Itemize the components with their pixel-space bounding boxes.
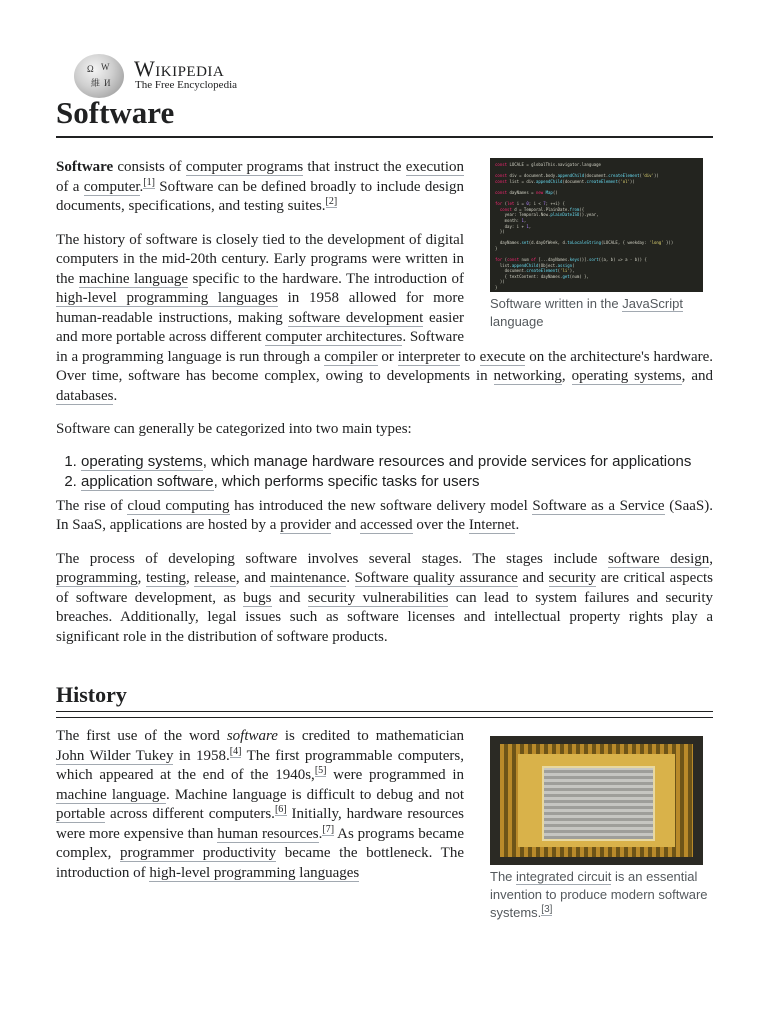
reference-link[interactable]: [3] — [541, 903, 553, 915]
chip-caption: The integrated circuit is an essential invention to produce modern software systems.[3] — [490, 869, 708, 920]
link-execute[interactable]: execute — [479, 348, 526, 365]
reference-link[interactable]: [7] — [322, 823, 335, 835]
caption-text: language — [490, 314, 544, 329]
link-software-design[interactable]: software design — [607, 550, 710, 567]
link-high-level-languages[interactable]: high-level programming languages — [56, 290, 278, 306]
javascript-link[interactable]: JavaScript — [622, 296, 683, 311]
wikipedia-wordmark: Wikipedia — [134, 56, 225, 81]
intro-paragraph-3: Software can generally be categorized into two main types: — [56, 421, 412, 437]
intro-paragraph-4: The rise of cloud computing has introduced the new software delivery model Software as a Service (SaaS). In SaaS, applications are hosted by a provider and accessed over the Internet. — [56, 497, 713, 533]
section-heading-history: History — [56, 682, 127, 707]
link-integrated-circuit[interactable]: integrated circuit — [516, 869, 612, 884]
italic-term: software — [226, 728, 278, 744]
link-security-vulnerabilities[interactable]: security vulnerabilities — [307, 589, 449, 606]
link-programming[interactable]: programming — [56, 570, 138, 586]
reference-link[interactable]: [4] — [229, 745, 242, 757]
intro-section — [56, 158, 713, 647]
link-provider[interactable]: provider — [280, 517, 331, 533]
link-operating-systems[interactable]: operating systems — [571, 368, 682, 384]
intro-paragraph-1: Software consists of computer programs that instruct the execution of a computer.[1] Software can be defined broadly to include design documents, specifications, and testing suites.[2] — [56, 159, 465, 214]
link-high-level-languages[interactable]: high-level programming languages — [149, 864, 360, 881]
link-testing[interactable]: testing — [145, 570, 186, 586]
reference-link[interactable]: [5] — [314, 765, 327, 776]
link-computer-architectures[interactable]: computer architectures — [265, 329, 403, 345]
link-bugs[interactable]: bugs — [243, 589, 272, 606]
types-list — [56, 452, 713, 492]
reference-link[interactable]: [6] — [274, 804, 287, 815]
tagline: The Free Encyclopedia — [135, 79, 238, 91]
code-caption — [490, 295, 713, 331]
link-computer[interactable]: computer — [83, 178, 140, 195]
link-portable[interactable]: portable — [56, 806, 106, 822]
history-section — [56, 727, 713, 926]
bold-term: Software — [56, 159, 114, 175]
page-title: Software — [56, 95, 175, 130]
reference-link[interactable]: [2] — [325, 196, 338, 207]
intro-paragraph-2: The history of software is closely tied to the development of digital computers in the mid-20th century. Early programs were written in the machine language specific to the hardware. The introduction of high-level programming languages in 1958 allowed for more human-readable instructions, making software development easier and more portable across different computer architectures. Software in a programming language is run through a compiler or interpreter to execute on the architecture's hardware. Over time, software has become complex, owing to developments in networking, operating systems, and databases. — [56, 231, 714, 404]
code-figure — [490, 158, 713, 331]
link-machine-language[interactable]: machine language — [56, 786, 167, 803]
link-execution[interactable]: execution — [405, 159, 464, 175]
link-machine-language[interactable]: machine language — [78, 270, 189, 287]
link-accessed[interactable]: accessed — [360, 517, 413, 533]
link-internet[interactable]: Internet — [468, 517, 516, 533]
caption-text: Software written in the — [490, 296, 623, 311]
link-john-wilder-tukey[interactable]: John Wilder Tukey — [56, 747, 174, 764]
link-saas[interactable]: Software as a Service — [532, 497, 665, 514]
section-rule — [56, 717, 713, 718]
reference-link[interactable]: [1] — [143, 176, 155, 188]
link-cloud-computing[interactable]: cloud computing — [127, 497, 230, 514]
link-operating-systems[interactable]: operating systems — [81, 452, 203, 470]
link-networking[interactable]: networking — [493, 368, 562, 384]
globe-icon: Ω W 維 И — [74, 54, 124, 98]
link-maintenance[interactable]: maintenance — [270, 570, 347, 586]
code-screenshot-image: const LOCALE = globalThis.navigator.language const div = document.body.appendChild(document.createElement('div')) const list = div.appendChild(document.createElement('ol')) const dayNames = new Map() for (let i = 0; i < 7; ++i) { const d = Temporal.PlainDate.from({ year: Temporal.Now.plainDateISO().year, month: 1, day: i + 1, }) dayNames.set(d.dayOfWeek, d.toLocaleString(LOCALE, { weekday: 'long' })) } for (const num of [...dayNames.keys()].sort((a, b) => a - b)) { list.appendChild(Object.assign( document.createElement('li'), { textContent: dayNames.get(num) }, )) } — [490, 158, 703, 292]
integrated-circuit-image — [490, 736, 703, 865]
title-rule — [56, 136, 713, 138]
link-programmer-productivity[interactable]: programmer productivity — [120, 845, 277, 861]
link-application-software[interactable]: application software — [81, 472, 214, 490]
link-computer-programs[interactable]: computer programs — [185, 159, 304, 175]
link-software-development[interactable]: software development — [288, 309, 424, 326]
link-interpreter[interactable]: interpreter — [397, 348, 461, 365]
link-databases[interactable]: databases — [56, 387, 114, 404]
list-item: 2. application software, which performs specific tasks for users — [81, 472, 713, 492]
link-security[interactable]: security — [548, 570, 597, 586]
link-release[interactable]: release — [194, 570, 236, 586]
chip-figure — [490, 736, 713, 922]
wikipedia-logo[interactable] — [74, 52, 274, 98]
section-rule — [56, 711, 713, 712]
link-software-quality-assurance[interactable]: Software quality assurance — [354, 570, 518, 586]
link-compiler[interactable]: compiler — [324, 348, 378, 365]
list-item: 1. operating systems, which manage hardware resources and provide services for applications — [81, 452, 713, 472]
history-paragraph-1: The first use of the word software is credited to mathematician John Wilder Tukey in 1958.[4] The first programmable computers, which appeared at the end of the 1940s,[5] were programmed in machine language. Machine language is difficult to debug and not portable across different computers.[6] Initially, hardware resources were more expensive than human resources.[7] As programs became complex, programmer productivity became the bottleneck. The introduction of high-level programming languages — [56, 728, 465, 881]
intro-paragraph-5: The process of developing software involves several stages. The stages include software design, programming, testing, release, and maintenance. Software quality assurance and security are critical aspects of software development, as bugs and security vulnerabilities can lead to system failures and security breaches. Additionally, legal issues such as software licenses and intellectual property rights play a significant role in the distribution of software products. — [56, 550, 714, 645]
link-human-resources[interactable]: human resources — [217, 825, 319, 842]
